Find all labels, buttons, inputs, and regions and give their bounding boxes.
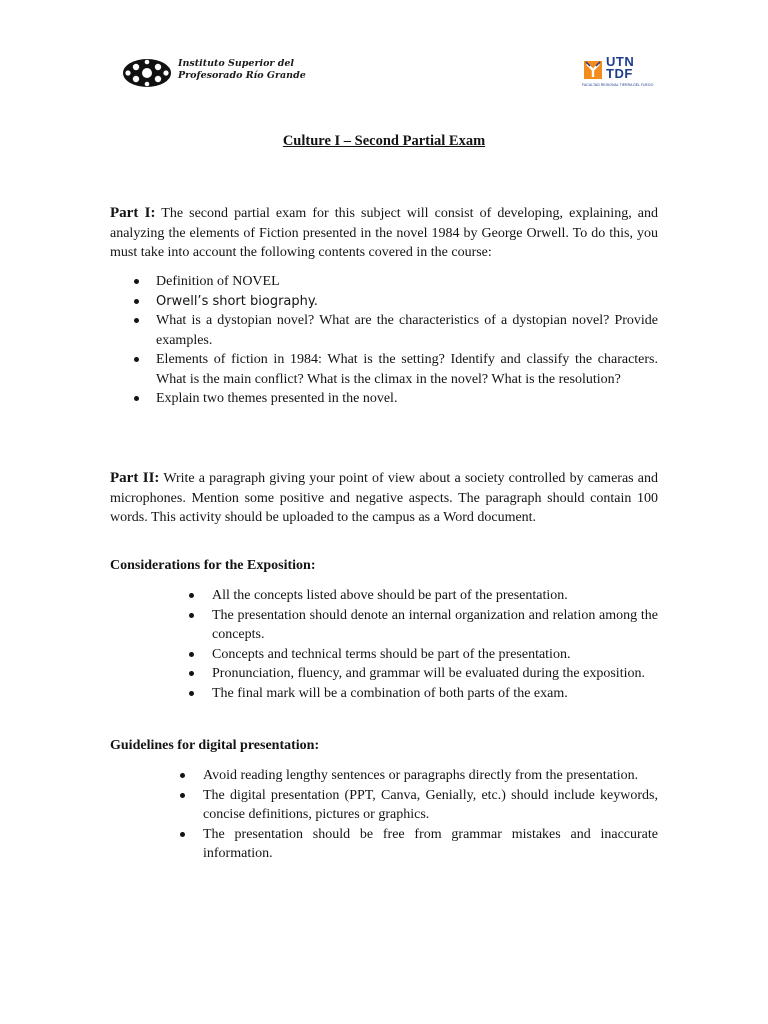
part1-label: Part I: xyxy=(110,205,156,221)
institute-logo xyxy=(122,58,172,88)
bullet-icon xyxy=(134,357,139,362)
list-item xyxy=(212,684,658,704)
page-title: Culture I – Second Partial Exam xyxy=(282,133,486,149)
list-item-text: Explain two themes presented in the novel. xyxy=(156,391,398,406)
list-item-text: The presentation should be free from grammar mistakes and inaccurate information. xyxy=(203,826,658,861)
considerations-list xyxy=(212,586,658,703)
bullet-icon xyxy=(189,593,194,598)
list-item xyxy=(212,586,658,606)
list-item xyxy=(156,272,658,292)
list-item-text: Avoid reading lengthy sentences or paragraphs directly from the presentation. xyxy=(203,768,639,783)
bullet-icon xyxy=(134,299,139,304)
list-item xyxy=(156,350,658,389)
guidelines-list xyxy=(203,766,658,864)
list-item-text: Definition of NOVEL xyxy=(156,274,280,289)
list-item xyxy=(156,311,658,350)
part1-paragraph xyxy=(110,204,658,263)
utn-wordmark: UTN xyxy=(606,54,635,69)
bullet-icon xyxy=(180,773,185,778)
tdf-wordmark: TDF xyxy=(606,66,633,81)
guidelines-heading: Guidelines for digital presentation: xyxy=(110,738,320,753)
bullet-icon xyxy=(189,671,194,676)
list-item xyxy=(212,606,658,645)
bullet-icon xyxy=(180,832,185,837)
utn-tdf-logo xyxy=(582,56,662,90)
list-item-text: Pronunciation, fluency, and grammar will be evaluated during the exposition. xyxy=(212,666,645,681)
institute-name-line1: Instituto Superior del xyxy=(178,58,295,69)
list-item xyxy=(212,664,658,684)
list-item-text: What is a dystopian novel? What are the characteristics of a dystopian novel? Provide examples. xyxy=(156,313,658,348)
part1-text: The second partial exam for this subject will consist of developing, explaining, and analyzing the elements of Fiction presented in the novel 1984 by George Orwell. To do this, you must take into account the following contents covered in the course: xyxy=(110,206,658,260)
list-item xyxy=(203,786,658,825)
institute-name xyxy=(178,58,306,82)
part2-paragraph xyxy=(110,469,658,528)
considerations-heading: Considerations for the Exposition: xyxy=(110,558,316,573)
list-item xyxy=(156,292,658,312)
part2-text: Write a paragraph giving your point of view about a society controlled by cameras and microphones. Mention some positive and negative aspects. The paragraph should contain 100 words. This activity should be uploaded to the campus as a Word document. xyxy=(110,471,658,525)
bullet-icon xyxy=(134,318,139,323)
bullet-icon xyxy=(189,613,194,618)
list-item xyxy=(203,825,658,864)
list-item xyxy=(156,389,658,409)
list-item-text: The digital presentation (PPT, Canva, Genially, etc.) should include keywords, concise definitions, pictures or graphics. xyxy=(203,787,658,822)
list-item xyxy=(212,645,658,665)
part2-label: Part II: xyxy=(110,470,160,486)
utn-emblem-icon xyxy=(582,58,608,82)
page-header xyxy=(122,56,662,96)
bullet-icon xyxy=(180,793,185,798)
list-item-text: All the concepts listed above should be part of the presentation. xyxy=(212,588,568,603)
institute-name-line2: Profesorado Río Grande xyxy=(178,70,306,81)
list-item-text: The final mark will be a combination of both parts of the exam. xyxy=(212,685,568,701)
list-item xyxy=(203,766,658,786)
bullet-icon xyxy=(189,691,194,696)
bullet-icon xyxy=(134,279,139,284)
list-item-text: Concepts and technical terms should be part of the presentation. xyxy=(212,646,571,662)
utn-subtitle: FACULTAD REGIONAL TIERRA DEL FUEGO xyxy=(582,83,654,87)
bullet-icon xyxy=(134,396,139,401)
part1-content-list xyxy=(156,272,658,409)
list-item-text: Orwell’s short biography. xyxy=(156,293,318,309)
list-item-text: Elements of fiction in 1984: What is the setting? Identify and classify the characters. What is the main conflict? What is the climax in the novel? What is the resolution? xyxy=(156,352,658,387)
list-item-text: The presentation should denote an internal organization and relation among the concepts. xyxy=(212,607,658,642)
bullet-icon xyxy=(189,652,194,657)
